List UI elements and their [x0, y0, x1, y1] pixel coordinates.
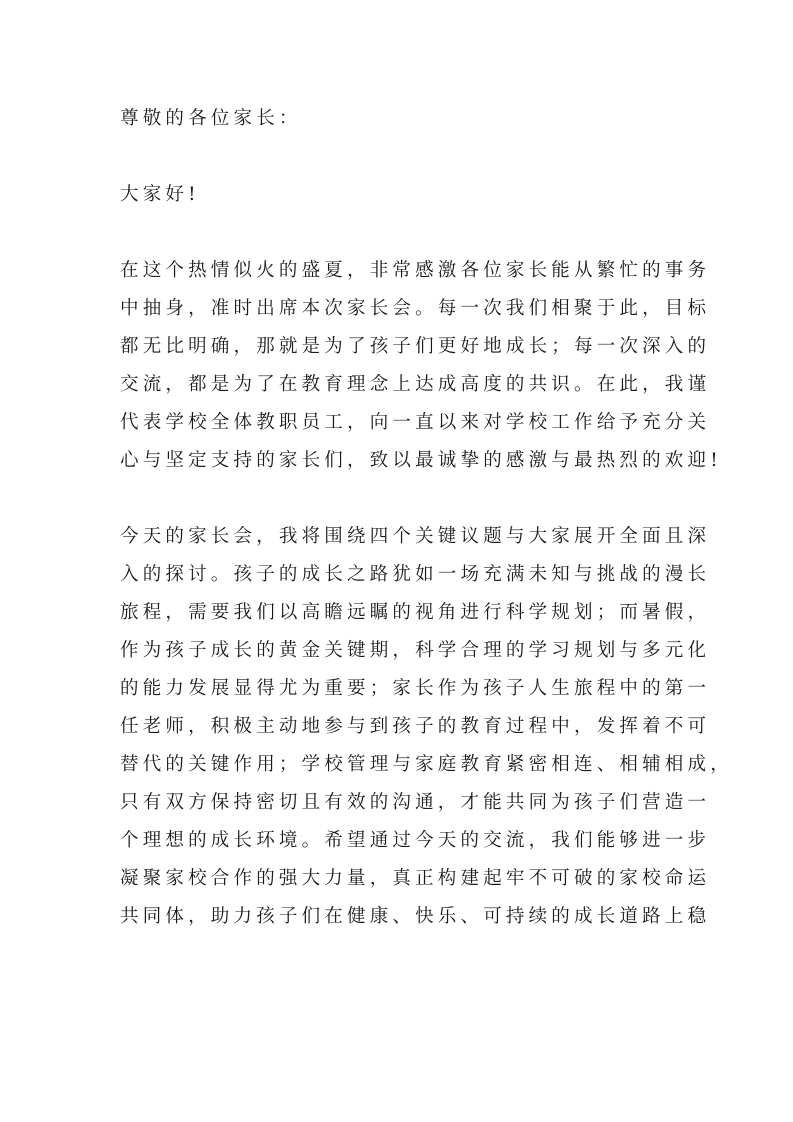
- paragraph-line: 任老师，积极主动地参与到孩子的教育过程中，发挥着不可: [120, 716, 711, 737]
- paragraph-line: 替代的关键作用；学校管理与家庭教育紧密相连、相辅相成，: [120, 754, 733, 775]
- paragraph-line: 旅程，需要我们以高瞻远瞩的视角进行科学规划；而暑假，: [120, 602, 711, 623]
- paragraph-line: 代表学校全体教职员工，向一直以来对学校工作给予充分关: [120, 412, 711, 433]
- paragraph-line: 只有双方保持密切且有效的沟通，才能共同为孩子们营造一: [120, 792, 711, 813]
- paragraph-line: 交流，都是为了在教育理念上达成高度的共识。在此，我谨: [120, 374, 711, 395]
- paragraph-line: 在这个热情似火的盛夏，非常感激各位家长能从繁忙的事务: [120, 260, 711, 281]
- paragraph-line: 个理想的成长环境。希望通过今天的交流，我们能够进一步: [120, 830, 711, 851]
- paragraph-line: 作为孩子成长的黄金关键期，科学合理的学习规划与多元化: [120, 640, 711, 661]
- spacer: [120, 138, 680, 176]
- paragraph-agenda: [120, 518, 733, 936]
- paragraph-line: 凝聚家校合作的强大力量，真正构建起牢不可破的家校命运: [120, 868, 711, 889]
- paragraph-welcome: [120, 252, 722, 480]
- greeting: 大家好!: [120, 184, 200, 205]
- paragraph-line: 入的探讨。孩子的成长之路犹如一场充满未知与挑战的漫长: [120, 564, 711, 585]
- spacer: [120, 480, 680, 518]
- paragraph-line: 今天的家长会，我将围绕四个关键议题与大家展开全面且深: [120, 526, 711, 547]
- salutation: 尊敬的各位家长：: [120, 108, 302, 129]
- paragraph-line: 都无比明确，那就是为了孩子们更好地成长；每一次深入的: [120, 336, 711, 357]
- document-page: [120, 100, 733, 936]
- paragraph-line: 共同体，助力孩子们在健康、快乐、可持续的成长道路上稳: [120, 906, 711, 927]
- paragraph-line: 心与坚定支持的家长们，致以最诚挚的感激与最热烈的欢迎!: [120, 450, 722, 471]
- paragraph-line: 的能力发展显得尤为重要；家长作为孩子人生旅程中的第一: [120, 678, 711, 699]
- spacer: [120, 214, 680, 252]
- paragraph-line: 中抽身，准时出席本次家长会。每一次我们相聚于此，目标: [120, 298, 711, 319]
